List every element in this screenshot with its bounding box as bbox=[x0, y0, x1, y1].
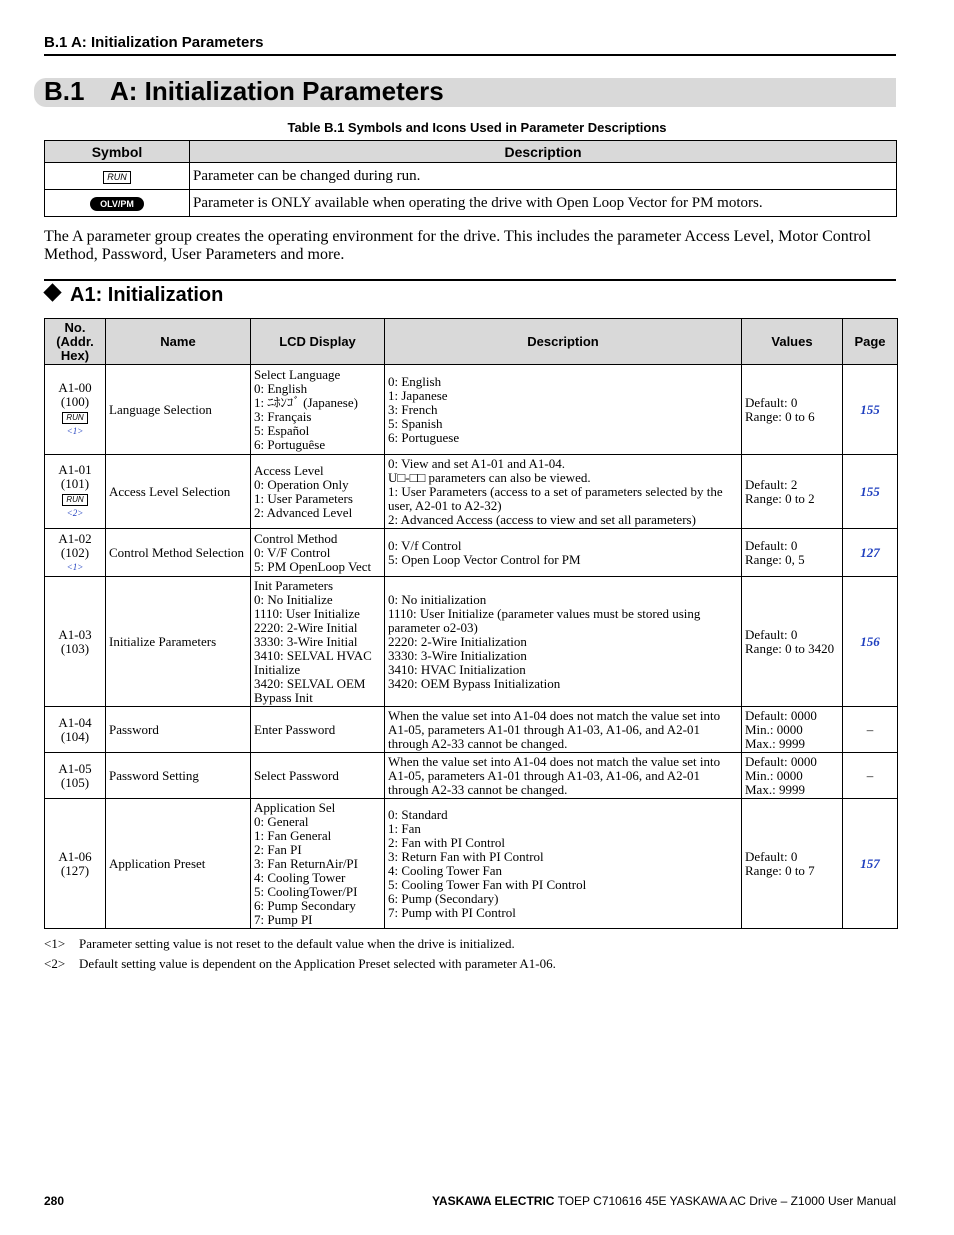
cell-line: Default: 2 bbox=[745, 476, 798, 492]
cell-line: 7: Pump PI bbox=[254, 911, 313, 927]
subsection-title: A1: Initialization bbox=[70, 284, 224, 306]
param-description bbox=[385, 753, 742, 799]
param-values bbox=[742, 753, 843, 799]
cell-line: 0: View and set A1-01 and A1-04. bbox=[388, 455, 565, 471]
cell-line: 1: Japanese bbox=[388, 387, 448, 403]
cell-line: When the value set into A1-04 does not match the value set into A1-05, parameters A1-01 through A1-03, A1-06, and A2-01 through A2-33 cannot be changed. bbox=[388, 707, 721, 751]
cell-line: 3410: SELVAL HVAC Initialize bbox=[254, 647, 372, 677]
header-no: No. (Addr. Hex) bbox=[45, 319, 106, 365]
cell-line: 3: French bbox=[388, 401, 438, 417]
cell-line: 5: Open Loop Vector Control for PM bbox=[388, 551, 581, 567]
cell-line: 0: Operation Only bbox=[254, 476, 349, 492]
cell-line: 0: English bbox=[254, 380, 308, 396]
param-description bbox=[385, 365, 742, 455]
cell-line: Range: 0, 5 bbox=[745, 551, 805, 567]
cell-line: 3: Fan ReturnAir/PI bbox=[254, 855, 358, 871]
param-values bbox=[742, 577, 843, 707]
param-address: (100) bbox=[60, 394, 90, 409]
table-row bbox=[45, 455, 898, 529]
footnote-link[interactable]: <2> bbox=[66, 508, 84, 518]
cell-line: Range: 0 to 7 bbox=[745, 862, 815, 878]
cell-line: 4: Cooling Tower Fan bbox=[388, 862, 503, 878]
parameter-table-body bbox=[45, 365, 898, 929]
param-address: (101) bbox=[60, 476, 90, 491]
cell-line: 1: Fan bbox=[388, 820, 421, 836]
cell-line: Default: 0 bbox=[745, 537, 798, 553]
param-description bbox=[385, 455, 742, 529]
cell-line: 6: Portuguêse bbox=[254, 436, 326, 452]
cell-line: 4: Cooling Tower bbox=[254, 869, 346, 885]
cell-line: 3330: 3-Wire Initial bbox=[254, 633, 358, 649]
cell-line: Min.: 0000 bbox=[745, 721, 803, 737]
cell-line: 1110: User Initialize (parameter values must be stored using parameter o2-03) bbox=[388, 605, 701, 635]
cell-line: Select Language bbox=[254, 366, 341, 382]
running-header: B.1 A: Initialization Parameters bbox=[44, 34, 264, 51]
parameter-table bbox=[44, 318, 898, 929]
header-description: Description bbox=[385, 319, 742, 365]
cell-line: 2: Fan PI bbox=[254, 841, 302, 857]
cell-line: 6: Pump Secondary bbox=[254, 897, 356, 913]
cell-line: Control Method bbox=[254, 530, 338, 546]
header-name: Name bbox=[106, 319, 251, 365]
cell-line: 5: Español bbox=[254, 422, 310, 438]
param-name: Language Selection bbox=[106, 365, 251, 455]
param-address: (103) bbox=[60, 640, 90, 656]
cell-line: Range: 0 to 2 bbox=[745, 490, 815, 506]
cell-line: 3410: HVAC Initialization bbox=[388, 661, 526, 677]
footnote: <2> Default setting value is dependent on the Application Preset selected with parameter A1-06. bbox=[44, 956, 556, 971]
param-address: (104) bbox=[60, 728, 90, 744]
param-number: A1-02 bbox=[58, 530, 92, 546]
param-name: Application Preset bbox=[106, 799, 251, 929]
symbols-header-symbol: Symbol bbox=[45, 141, 190, 163]
cell-line: Enter Password bbox=[254, 721, 336, 737]
cell-line: 5: Spanish bbox=[388, 415, 443, 431]
table-row bbox=[45, 190, 897, 217]
param-address: (102) bbox=[60, 544, 90, 560]
cell-line: 2: Advanced Access (access to view and set all parameters) bbox=[388, 511, 696, 527]
cell-line: Max.: 9999 bbox=[745, 735, 805, 751]
run-icon: RUN bbox=[62, 494, 87, 506]
subsection-rule bbox=[44, 279, 896, 281]
page-link[interactable]: 127 bbox=[860, 544, 880, 560]
table-row bbox=[45, 577, 898, 707]
cell-line: 0: V/F Control bbox=[254, 544, 331, 560]
section-number: B.1 bbox=[44, 76, 85, 106]
diamond-icon bbox=[43, 283, 61, 301]
param-number: A1-04 bbox=[58, 714, 92, 730]
param-name: Control Method Selection bbox=[106, 529, 251, 577]
cell-line: 2: Advanced Level bbox=[254, 504, 353, 520]
param-name: Password bbox=[106, 707, 251, 753]
symbols-header-description: Description bbox=[190, 141, 897, 163]
cell-line: 1: ﾆﾎﾝｺﾞ (Japanese) bbox=[254, 394, 358, 410]
param-number: A1-06 bbox=[58, 848, 92, 864]
param-lcd-display bbox=[251, 799, 385, 929]
footnote-link[interactable]: <1> bbox=[66, 426, 84, 436]
run-icon: RUN bbox=[103, 171, 131, 184]
cell-line: 0: No Initialize bbox=[254, 591, 333, 607]
cell-line: Max.: 9999 bbox=[745, 781, 805, 797]
cell-line: Access Level bbox=[254, 462, 324, 478]
cell-line: 0: V/f Control bbox=[388, 537, 462, 553]
page-number: 280 bbox=[44, 1194, 65, 1208]
header-lcd: LCD Display bbox=[251, 319, 385, 365]
cell-line: Select Password bbox=[254, 767, 339, 783]
cell-line: 6: Pump (Secondary) bbox=[388, 890, 499, 906]
cell-line: 0: Standard bbox=[388, 806, 448, 822]
page-link[interactable]: 155 bbox=[860, 483, 880, 499]
param-name: Password Setting bbox=[106, 753, 251, 799]
cell-line: 0: English bbox=[388, 373, 442, 389]
param-values bbox=[742, 365, 843, 455]
param-description bbox=[385, 799, 742, 929]
param-name: Access Level Selection bbox=[106, 455, 251, 529]
cell-line: When the value set into A1-04 does not match the value set into A1-05, parameters A1-01 through A1-03, A1-06, and A2-01 through A2-33 cannot be changed. bbox=[388, 753, 721, 797]
intro-paragraph: The A parameter group creates the operating environment for the drive. This includes the parameter Access Level, Motor Control Method, Password, User Parameters and more. bbox=[44, 228, 871, 263]
cell-line: 3330: 3-Wire Initialization bbox=[388, 647, 527, 663]
section-title-text: A: Initialization Parameters bbox=[110, 76, 444, 106]
cell-line: 5: PM OpenLoop Vect bbox=[254, 558, 372, 574]
footnote-link[interactable]: <1> bbox=[66, 561, 84, 572]
footer-doc-title: TOEP C710616 45E YASKAWA AC Drive – Z1000 User Manual bbox=[557, 1194, 896, 1208]
cell-line: Default: 0000 bbox=[745, 707, 817, 723]
table-row bbox=[45, 707, 898, 753]
cell-line: 2220: 2-Wire Initialization bbox=[388, 633, 527, 649]
table-row bbox=[45, 753, 898, 799]
param-values bbox=[742, 799, 843, 929]
param-description bbox=[385, 529, 742, 577]
cell-line: Init Parameters bbox=[254, 577, 334, 593]
param-number: A1-00 bbox=[58, 380, 92, 395]
cell-line: 2220: 2-Wire Initial bbox=[254, 619, 358, 635]
param-lcd-display bbox=[251, 707, 385, 753]
cell-line: 3: Français bbox=[254, 408, 312, 424]
header-values: Values bbox=[742, 319, 843, 365]
cell-line: Default: 0000 bbox=[745, 753, 817, 769]
param-description bbox=[385, 707, 742, 753]
cell-line: Default: 0 bbox=[745, 394, 798, 410]
cell-line: 5: Cooling Tower Fan with PI Control bbox=[388, 876, 587, 892]
param-values bbox=[742, 707, 843, 753]
footnotes bbox=[44, 934, 556, 974]
table-row bbox=[45, 529, 898, 577]
header-rule bbox=[44, 54, 896, 56]
param-address: (105) bbox=[60, 774, 90, 790]
cell-line: Range: 0 to 3420 bbox=[745, 640, 835, 656]
param-address: (127) bbox=[60, 862, 90, 878]
page-link[interactable]: 157 bbox=[860, 855, 880, 871]
symbol-description: Parameter can be changed during run. bbox=[190, 163, 897, 190]
page-link[interactable]: 156 bbox=[860, 633, 880, 649]
cell-line: 1110: User Initialize bbox=[254, 605, 360, 621]
cell-line: U□-□□ parameters can also be viewed. bbox=[388, 469, 591, 485]
page-link[interactable]: 155 bbox=[860, 401, 880, 417]
cell-line: 3: Return Fan with PI Control bbox=[388, 848, 544, 864]
page-link: – bbox=[866, 767, 874, 783]
cell-line: 0: No initialization bbox=[388, 591, 487, 607]
cell-line: 1: User Parameters (access to a set of parameters selected by the user, A2-01 to A2-32) bbox=[388, 483, 723, 513]
param-lcd-display bbox=[251, 529, 385, 577]
cell-line: Default: 0 bbox=[745, 626, 798, 642]
cell-line: 1: Fan General bbox=[254, 827, 332, 843]
symbol-description: Parameter is ONLY available when operating the drive with Open Loop Vector for PM motors. bbox=[190, 190, 897, 217]
param-lcd-display bbox=[251, 365, 385, 455]
table-row bbox=[45, 799, 898, 929]
param-number: A1-03 bbox=[58, 626, 92, 642]
cell-line: 2: Fan with PI Control bbox=[388, 834, 506, 850]
symbols-table-caption: Table B.1 Symbols and Icons Used in Parameter Descriptions bbox=[287, 120, 667, 135]
cell-line: Range: 0 to 6 bbox=[745, 408, 815, 424]
cell-line: Default: 0 bbox=[745, 848, 798, 864]
run-icon: RUN bbox=[62, 412, 87, 424]
cell-line: 3420: OEM Bypass Initialization bbox=[388, 675, 561, 691]
param-values bbox=[742, 529, 843, 577]
section-title bbox=[44, 76, 444, 107]
footnote: <1> Parameter setting value is not reset to the default value when the drive is initialized. bbox=[44, 936, 515, 951]
subsection-heading bbox=[44, 284, 223, 307]
cell-line: 7: Pump with PI Control bbox=[388, 904, 516, 920]
param-values bbox=[742, 455, 843, 529]
header-page: Page bbox=[843, 319, 898, 365]
footer-document bbox=[432, 1194, 896, 1208]
param-lcd-display bbox=[251, 753, 385, 799]
cell-line: 3420: SELVAL OEM Bypass Init bbox=[254, 675, 366, 705]
symbols-table bbox=[44, 140, 897, 217]
table-row bbox=[45, 365, 898, 455]
param-description bbox=[385, 577, 742, 707]
cell-line: 1: User Parameters bbox=[254, 490, 353, 506]
param-lcd-display bbox=[251, 455, 385, 529]
olv-pm-icon: OLV/PM bbox=[90, 197, 144, 211]
footer-brand: YASKAWA ELECTRIC bbox=[432, 1194, 555, 1208]
cell-line: 5: CoolingTower/PI bbox=[254, 883, 358, 899]
param-number: A1-01 bbox=[58, 462, 92, 477]
cell-line: Application Sel bbox=[254, 799, 336, 815]
param-lcd-display bbox=[251, 577, 385, 707]
cell-line: 0: General bbox=[254, 813, 309, 829]
param-name: Initialize Parameters bbox=[106, 577, 251, 707]
param-number: A1-05 bbox=[58, 760, 92, 776]
table-row bbox=[45, 163, 897, 190]
cell-line: 6: Portuguese bbox=[388, 429, 460, 445]
page-link: – bbox=[866, 721, 874, 737]
cell-line: Min.: 0000 bbox=[745, 767, 803, 783]
